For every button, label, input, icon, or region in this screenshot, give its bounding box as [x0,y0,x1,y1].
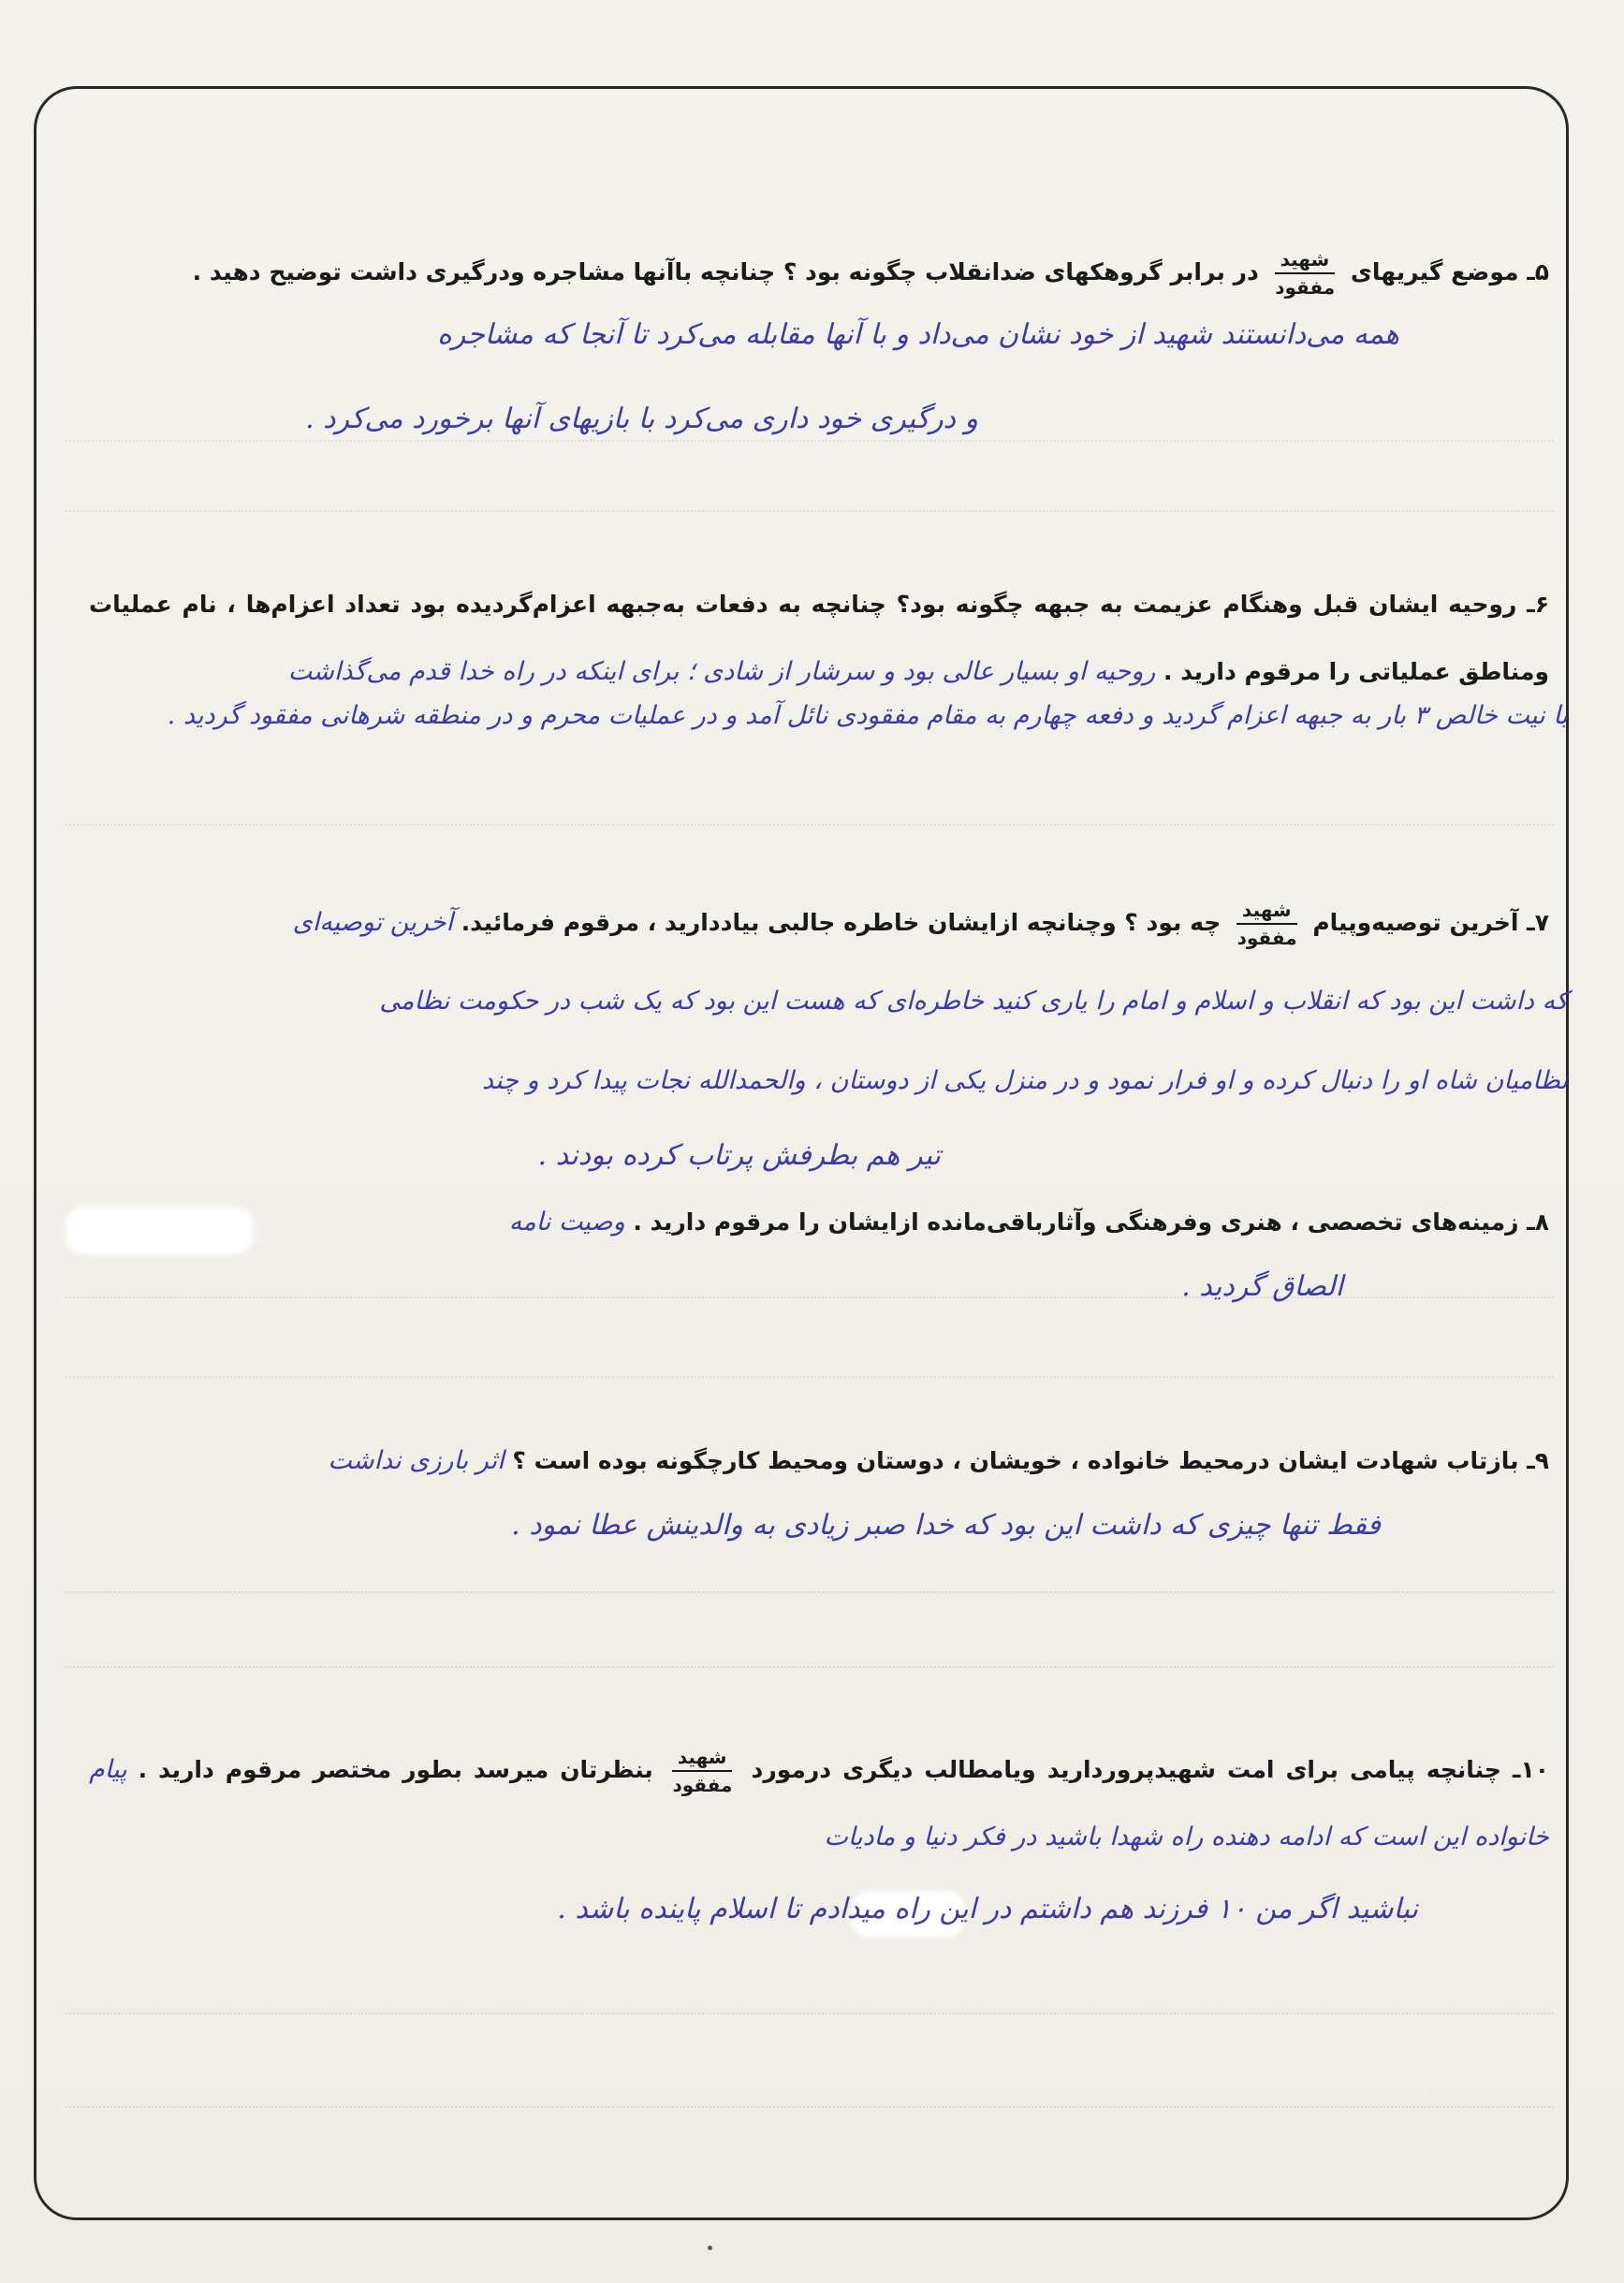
martyr-missing-fraction: $\frac{\text{شهید}}{\text{مفقود}}$ [1236,899,1297,949]
bleed-through-line [66,440,1554,443]
bleed-through-line [66,2012,1554,2015]
answer-8-line-1: الصاق گردید . [1181,1270,1343,1303]
martyr-missing-fraction: $\frac{\text{شهید}}{\text{مفقود}}$ [672,1746,733,1796]
answer-8-inline: وصیت نامه [508,1207,625,1237]
bleed-through-line [66,824,1554,827]
answer-9-line-1: فقط تنها چیزی که داشت این بود که خدا صبر زیادی به والدینش عطا نمود . [511,1509,1381,1542]
question-5-text-a: ۵ـ موضع گیریهای [1350,258,1549,285]
question-9-text: ۹ـ بازتاب شهادت ایشان درمحیط خانواده ، خویشان ، دوستان ومحیط کارچگونه بوده است ؟ [512,1447,1549,1474]
correction-fluid-mark [66,1207,253,1254]
answer-7-line-2: نظامیان شاه او را دنبال کرده و او فرار نمود و در منزل یکی از دوستان ، والحمدالله نجات پیدا کرد و چند [481,1066,1568,1095]
question-5-text-b: در برابر گروهکهای ضدانقلاب چگونه بود ؟ چنانچه باآنها مشاجره ودرگیری داشت توضیح دهید . [192,258,1259,285]
page-speck [708,2246,712,2250]
answer-10-inline: پیام خانواده این است که ادامه دهنده راه شهدا باشید در فکر دنیا و مادیات [89,1755,1549,1851]
bleed-through-line [66,510,1554,513]
question-8 [89,1189,1549,1256]
answer-5-line-2: و درگیری خود داری می‌کرد با بازیهای آنها برخورد می‌کرد . [305,402,978,435]
answer-7-line-3: تیر هم بطرفش پرتاب کرده بودند . [537,1139,941,1172]
bleed-through-line [66,1591,1554,1594]
question-10 [89,1736,1549,1871]
answer-7-inline: آخرین توصیه‌ای [292,908,453,937]
question-5 [89,239,1549,306]
question-10-text-a: ۱۰ـ چنانچه پیامی برای امت شهیدپروردارید ویامطالب دیگری درمورد [751,1756,1549,1783]
question-7 [89,889,1549,957]
bleed-through-line [66,1376,1554,1379]
question-6-text: ۶ـ روحیه ایشان قبل وهنگام عزیمت به جبهه چگونه بود؟ چنانچه به دفعات به‌جبهه اعزام‌گردیده بود تعداد اعزام‌ها ، نام عملیات ومناطق عملیاتی را مرقوم دارید . [89,591,1549,685]
answer-7-line-1: که داشت این بود که انقلاب و اسلام و امام را یاری کنید خاطره‌ای که هست این بود که یک شب در حکومت نظامی [379,987,1568,1016]
question-8-text: ۸ـ زمینه‌های تخصصی ، هنری وفرهنگی وآثارباقی‌مانده ازایشان را مرقوم دارید . [633,1208,1549,1236]
question-9 [89,1427,1549,1495]
question-10-text-b: بنظرتان میرسد بطور مختصر مرقوم دارید . [138,1756,653,1783]
question-7-text-b: چه بود ؟ وچنانچه ازایشان خاطره جالبی بیاددارید ، مرقوم فرمائید. [461,909,1222,936]
answer-6-inline: روحیه او بسیار عالی بود و سرشار از شادی ؛ برای اینکه در راه خدا قدم می‌گذاشت [287,657,1156,686]
question-7-text-a: ۷ـ آخرین توصیه‌وپیام [1312,909,1549,936]
martyr-missing-fraction: $\frac{\text{شهید}}{\text{مفقود}}$ [1275,248,1336,299]
answer-6-line-1: با نیت خالص ۳ بار به جبهه اعزام گردید و دفعه چهارم به مقام مفقودی نائل آمد و در عملیات محرم و در منطقه شرهانی مفقود گردید . [167,701,1568,730]
answer-5-line-1: همه می‌دانستند شهید از خود نشان می‌داد و با آنها مقابله می‌کرد تا آنجا که مشاجره [437,318,1399,351]
answer-10-line-1: نباشید اگر من ۱۰ فرزند هم داشتم در این راه میدادم تا اسلام پاینده باشد . [557,1893,1418,1925]
question-6 [89,571,1549,706]
answer-9-inline: اثر بارزی نداشت [328,1446,505,1475]
bleed-through-line [66,2106,1554,2109]
bleed-through-line [66,1666,1554,1669]
